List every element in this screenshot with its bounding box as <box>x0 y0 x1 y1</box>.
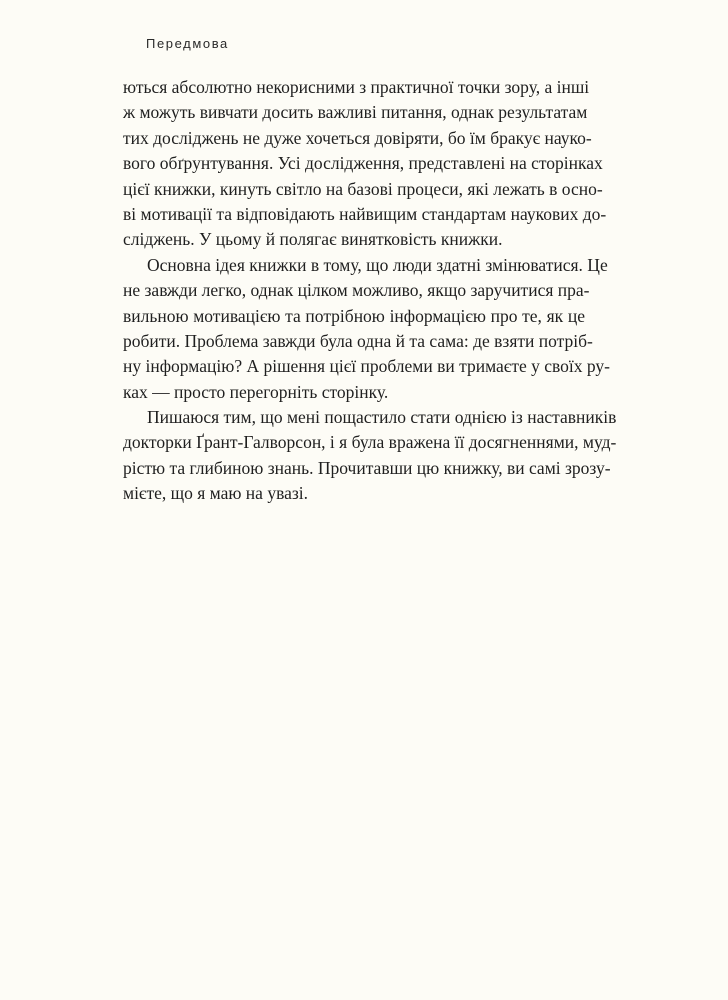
text-line: цієї книжки, кинуть світло на базові процеси, які лежать в осно- <box>123 178 603 199</box>
text-line: мієте, що я маю на увазі. <box>123 483 309 504</box>
paragraph <box>123 253 610 405</box>
paragraph <box>123 75 607 253</box>
text-line: тих досліджень не дуже хочеться довіряти, бо їм бракує науко- <box>123 127 592 148</box>
text-line: не завжди легко, однак цілком можливо, якщо заручитися пра- <box>123 280 590 301</box>
text-line: Основна ідея книжки в тому, що люди здатні змінюватися. Це <box>147 254 608 275</box>
text-line: ках — просто перегорніть сторінку. <box>123 381 389 402</box>
text-line: вильною мотивацією та потрібною інформацією про те, як це <box>123 305 585 326</box>
text-line: ві мотивації та відповідають найвищим стандартам наукових до- <box>123 203 607 224</box>
text-line: сліджень. У цьому й полягає винятковість книжки. <box>123 229 503 250</box>
text-line: робити. Проблема завжди була одна й та сама: де взяти потріб- <box>123 330 593 351</box>
running-head: Передмова <box>146 36 229 51</box>
text-line: рістю та глибиною знань. Прочитавши цю книжку, ви самі зрозу- <box>123 457 611 478</box>
text-line: Пишаюся тим, що мені пощастило стати однією із наставників <box>147 407 617 428</box>
body-text <box>123 75 617 507</box>
text-line: ну інформацію? А рішення цієї проблеми ви тримаєте у своїх ру- <box>123 356 610 377</box>
text-line: ж можуть вивчати досить важливі питання, однак результатам <box>123 102 588 123</box>
text-line: ються абсолютно некорисними з практичної точки зору, а інші <box>123 77 590 97</box>
text-line: вого обґрунтування. Усі дослідження, представлені на сторінках <box>123 153 603 174</box>
text-line: докторки Ґрант-Галворсон, і я була вражена її досягненнями, муд- <box>123 432 617 453</box>
paragraph <box>123 405 617 507</box>
